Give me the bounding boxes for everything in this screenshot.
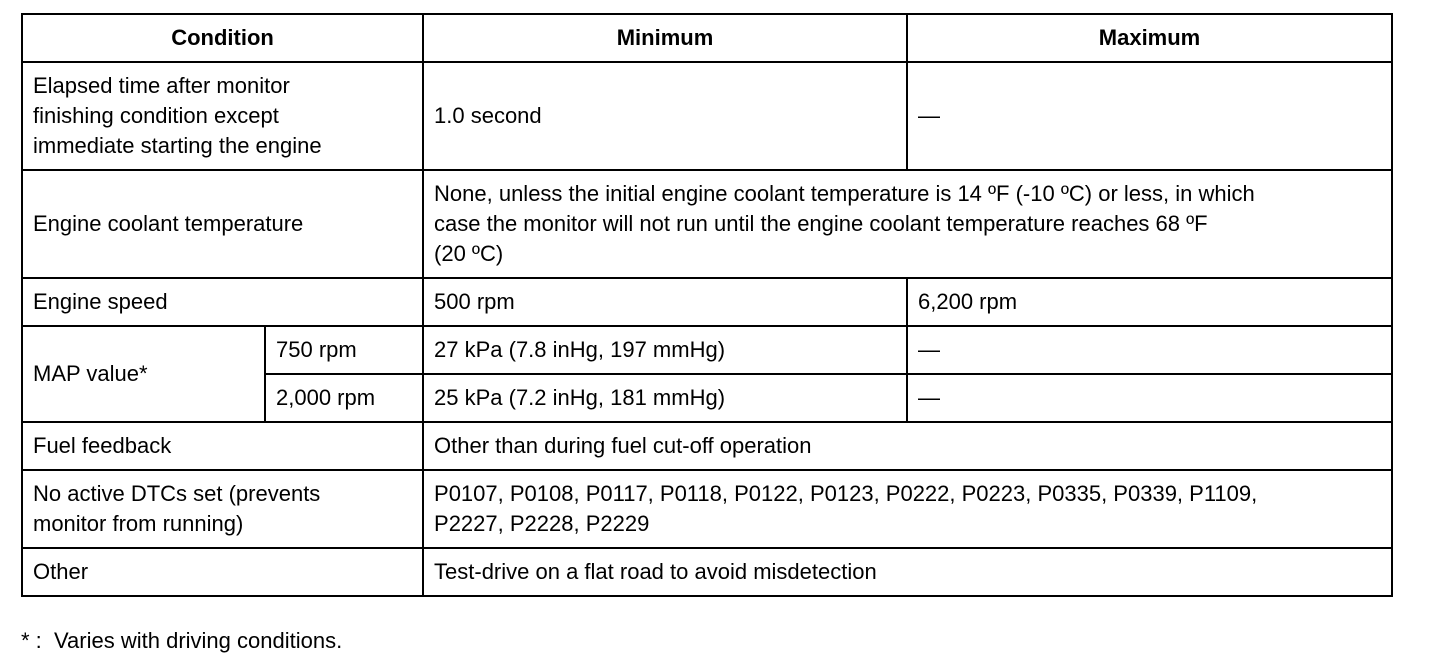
table-row [22,170,1392,278]
maximum-cell: 6,200 rpm [907,278,1392,326]
monitor-conditions-table [21,13,1393,597]
condition-cell: MAP value* [22,326,265,422]
condition-cell [22,470,423,548]
value-line: P2227, P2228, P2229 [434,511,650,536]
table-row [22,278,1392,326]
condition-cell: Engine coolant temperature [22,170,423,278]
rpm-cell: 750 rpm [265,326,423,374]
minimum-cell: 25 kPa (7.2 inHg, 181 mmHg) [423,374,907,422]
condition-line: immediate starting the engine [33,133,322,158]
table-row [22,62,1392,170]
table-row [22,326,1392,374]
maximum-cell: — [907,326,1392,374]
condition-line: monitor from running) [33,511,244,536]
condition-line: Elapsed time after monitor [33,73,290,98]
value-cell [423,470,1392,548]
header-row [22,14,1392,62]
header-maximum: Maximum [907,14,1392,62]
condition-cell: Engine speed [22,278,423,326]
condition-cell: Fuel feedback [22,422,423,470]
maximum-cell: — [907,374,1392,422]
minimum-cell: 500 rpm [423,278,907,326]
minimum-cell: 1.0 second [423,62,907,170]
condition-line: No active DTCs set (prevents [33,481,321,506]
rpm-cell: 2,000 rpm [265,374,423,422]
value-cell [423,170,1392,278]
maximum-cell: — [907,62,1392,170]
value-cell: Test-drive on a flat road to avoid misdetection [423,548,1392,596]
header-minimum: Minimum [423,14,907,62]
table-row [22,470,1392,548]
value-line: (20 ºC) [434,241,504,266]
condition-line: finishing condition except [33,103,279,128]
value-line: P0107, P0108, P0117, P0118, P0122, P0123, P0222, P0223, P0335, P0339, P1109, [434,481,1258,506]
table-row [22,422,1392,470]
minimum-cell: 27 kPa (7.8 inHg, 197 mmHg) [423,326,907,374]
table-row [22,548,1392,596]
value-cell: Other than during fuel cut-off operation [423,422,1392,470]
condition-cell [22,62,423,170]
header-condition: Condition [22,14,423,62]
value-line: case the monitor will not run until the engine coolant temperature reaches 68 ºF [434,211,1208,236]
value-line: None, unless the initial engine coolant temperature is 14 ºF (-10 ºC) or less, in which [434,181,1255,206]
condition-cell: Other [22,548,423,596]
footnote: * : Varies with driving conditions. [21,628,343,653]
